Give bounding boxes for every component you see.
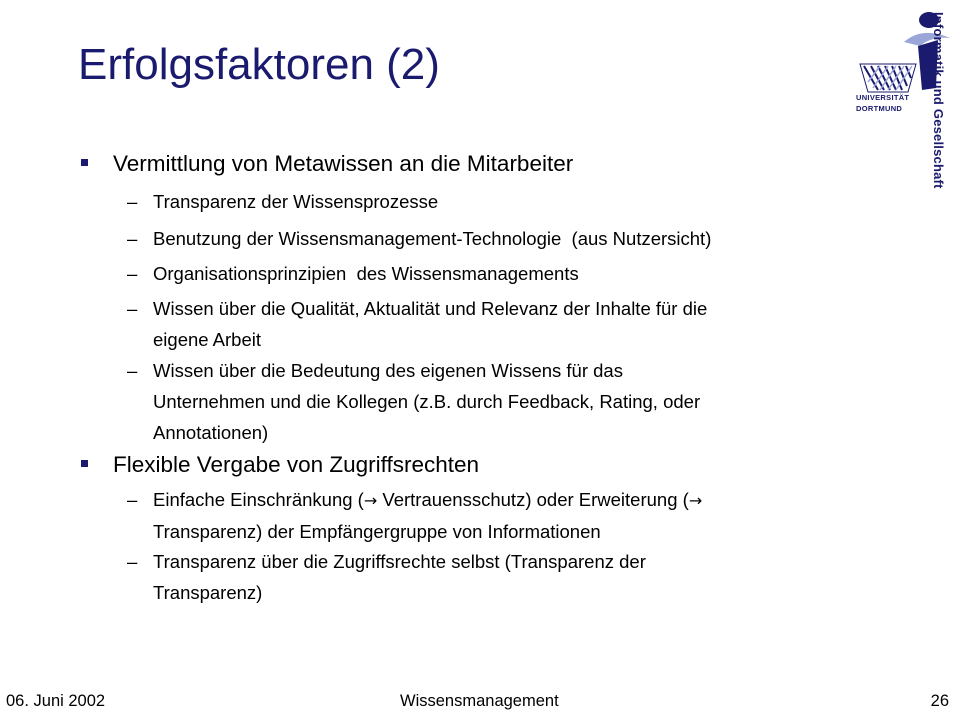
sub-bullet-line: eigene Arbeit	[153, 329, 262, 350]
sub-bullet-text: Organisationsprinzipien des Wissensmanagements	[153, 263, 579, 284]
sub-bullet-item	[127, 355, 883, 448]
institute-vertical-label: Informatik und Gesellschaft	[931, 12, 946, 189]
text-part: Einfache Einschränkung (	[153, 489, 364, 510]
sub-bullet-line	[153, 484, 883, 516]
page-number: 26	[930, 692, 949, 710]
footer-topic: Wissensmanagement	[400, 692, 559, 710]
sub-bullet-text: Benutzung der Wissensmanagement-Technologie (aus Nutzersicht)	[153, 228, 712, 249]
right-arrow-icon: →	[363, 491, 378, 510]
university-name	[856, 92, 926, 114]
dash-marker: –	[127, 551, 138, 572]
footer-date: 06. Juni 2002	[6, 692, 106, 710]
sub-bullet-item	[127, 293, 883, 355]
sub-bullet-item	[127, 223, 883, 254]
sub-bullet-item	[127, 258, 883, 289]
dash-marker: –	[127, 489, 138, 510]
sub-bullet-line: Transparenz) der Empfängergruppe von Informationen	[153, 521, 601, 542]
dash-marker: –	[127, 228, 138, 249]
text-part: Vertrauensschutz) oder Erweiterung (	[377, 489, 689, 510]
sub-bullet-line: Wissen über die Bedeutung des eigenen Wissens für das	[153, 360, 623, 381]
sub-bullet-line: Unternehmen und die Kollegen (z.B. durch Feedback, Rating, oder	[153, 391, 701, 412]
slide-title: Erfolgsfaktoren (2)	[78, 40, 440, 89]
dash-marker: –	[127, 298, 138, 319]
bullet-item	[113, 150, 573, 178]
bullet-text: Vermittlung von Metawissen an die Mitarbeiter	[113, 151, 574, 176]
university-line-1: UNIVERSITÄT	[856, 93, 910, 102]
sub-bullet-line: Annotationen)	[153, 422, 269, 443]
sub-bullet-item	[127, 546, 883, 608]
dash-marker: –	[127, 191, 138, 212]
sub-bullet-item	[127, 186, 883, 217]
sub-bullet-line: Wissen über die Qualität, Aktualität und Relevanz der Inhalte für die	[153, 298, 708, 319]
sub-bullet-text: Transparenz der Wissensprozesse	[153, 191, 439, 212]
dash-marker: –	[127, 360, 138, 381]
square-bullet-icon	[81, 460, 88, 467]
dash-marker: –	[127, 263, 138, 284]
sub-bullet-item	[127, 484, 883, 547]
right-arrow-icon: →	[688, 491, 703, 510]
square-bullet-icon	[81, 159, 88, 166]
bullet-item	[113, 451, 479, 479]
bullet-text: Flexible Vergabe von Zugriffsrechten	[113, 452, 480, 477]
sub-bullet-line: Transparenz über die Zugriffsrechte selbst (Transparenz der	[153, 551, 646, 572]
university-line-2: DORTMUND	[856, 104, 903, 113]
sub-bullet-line: Transparenz)	[153, 582, 263, 603]
